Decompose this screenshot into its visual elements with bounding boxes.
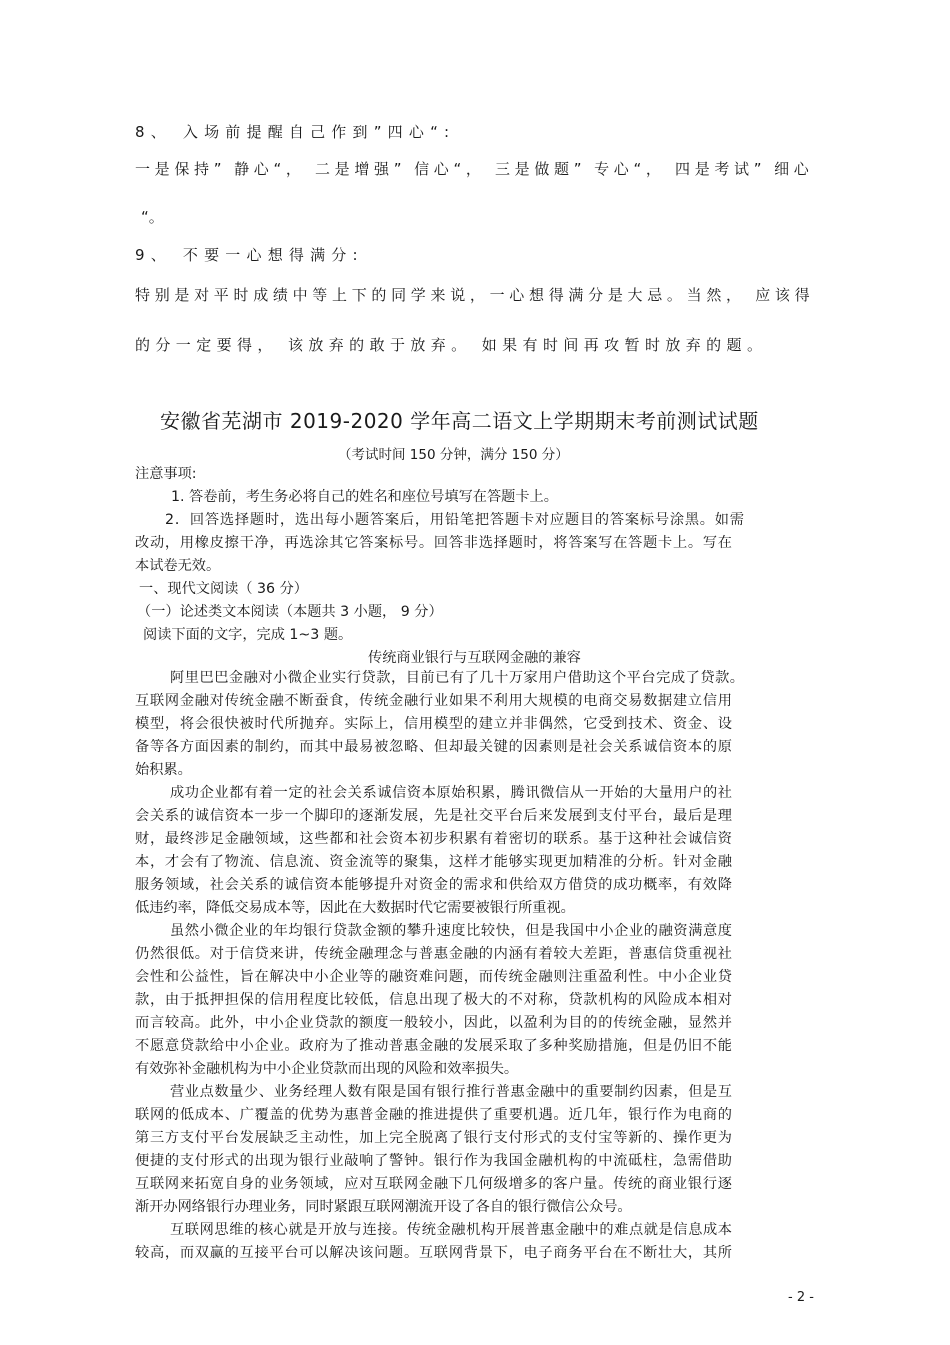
- article-line: 模型，将会很快被时代所抛弃。实际上，信用模型的建立并非偶然，它受到技术、资金、设: [135, 716, 732, 732]
- article-line: 互联网思维的核心就是开放与连接。传统金融机构开展普惠金融中的难点就是信息成本: [170, 1222, 732, 1238]
- notice-line: 2．回答选择题时，选出每小题答案后，用铅笔把答题卡对应题目的答案标号涂黑。如需: [165, 512, 744, 528]
- exam-title: 安徽省芜湖市 2019-2020 学年高二语文上学期期末考前测试试题: [160, 409, 759, 433]
- article-line: 虽然小微企业的年均银行贷款金额的攀升速度比较快，但是我国中小企业的融资满意度: [170, 923, 732, 939]
- article-line: 第三方支付平台发展缺乏主动性，加上完全脱离了银行支付形式的支付宝等新的、操作更为: [135, 1130, 732, 1146]
- article-line: 成功企业都有着一定的社会关系诚信资本原始积累，腾讯微信从一开始的大量用户的社: [170, 785, 732, 801]
- tip-9-body-line1: 特别是对平时成绩中等上下的同学来说，一心想得满分是大忌。当然， 应该得: [135, 286, 812, 304]
- article-line: 会性和公益性，旨在解决中小企业等的融资难问题，而传统金融则注重盈利性。中小企业贷: [135, 969, 732, 985]
- tip-8-body-line1: 一是保持” 静心“， 二是增强” 信心“， 三是做题” 专心“， 四是考试” 细心: [135, 160, 812, 178]
- tip-9-heading: 9、 不要一心想得满分:: [135, 246, 364, 264]
- page-number: - 2 -: [788, 1290, 814, 1305]
- article-line: 互联网来拓宽自身的业务领域，应对互联网金融下几何级增多的客户量。传统的商业银行逐: [135, 1176, 732, 1192]
- article-line: 财，最终涉足金融领域，这些都和社会资本初步积累有着密切的联系。基于这种社会诚信资: [135, 831, 732, 847]
- article-line: 款，由于抵押担保的信用程度比较低，信息出现了极大的不对称，贷款机构的风险成本相对: [135, 992, 732, 1008]
- article-line: 会关系的诚信资本一步一个脚印的逐渐发展，先是社交平台后来发展到支付平台，最后是理: [135, 808, 732, 824]
- notice-line: 1. 答卷前，考生务必将自己的姓名和座位号填写在答题卡上。: [171, 489, 558, 505]
- exam-time-note: （考试时间 150 分钟，满分 150 分）: [338, 447, 569, 463]
- tip-9-body-line2: 的分一定要得， 该放弃的敢于放弃。 如果有时间再攻暂时放弃的题。: [135, 336, 768, 354]
- tip-8-body-line2: “。: [141, 208, 164, 226]
- article-line: 联网的低成本、广覆盖的优势为惠普金融的推进提供了重要机遇。近几年，银行作为电商的: [135, 1107, 732, 1123]
- subsection-heading: （一）论述类文本阅读（本题共 3 小题， 9 分）: [137, 604, 443, 620]
- article-line: 低违约率，降低交易成本等，因此在大数据时代它需要被银行所重视。: [135, 900, 575, 916]
- article-line: 互联网金融对传统金融不断蚕食，传统金融行业如果不利用大规模的电商交易数据建立信用: [135, 693, 732, 709]
- article-line: 渐开办网络银行办理业务，同时紧跟互联网潮流开设了各自的银行微信公众号。: [135, 1199, 632, 1215]
- notice-line: 改动，用橡皮擦干净，再选涂其它答案标号。回答非选择题时，将答案写在答题卡上。写在: [135, 535, 732, 551]
- article-line: 始积累。: [135, 762, 192, 778]
- notice-line: 本试卷无效。: [135, 558, 221, 574]
- article-line: 营业点数量少、业务经理人数有限是国有银行推行普惠金融中的重要制约因素，但是互: [170, 1084, 732, 1100]
- article-line: 有效弥补金融机构为中小企业贷款而出现的风险和效率损失。: [135, 1061, 519, 1077]
- article-line: 备等各方面因素的制约，而其中最易被忽略、但却最关键的因素则是社会关系诚信资本的原: [135, 739, 732, 755]
- article-line: 本，才会有了物流、信息流、资金流等的聚集，这样才能够实现更加精准的分析。针对金融: [135, 854, 732, 870]
- article-line: 而言较高。此外，中小企业贷款的额度一般较小，因此，以盈利为目的的传统金融，显然并: [135, 1015, 732, 1031]
- article-line: 服务领域，社会关系的诚信资本能够提升对资金的需求和供给双方借贷的成功概率，有效降: [135, 877, 732, 893]
- article-line: 仍然很低。对于信贷来讲，传统金融理念与普惠金融的内涵有着较大差距，普惠信贷重视社: [135, 946, 732, 962]
- article-line: 较高，而双赢的互接平台可以解决该问题。互联网背景下，电子商务平台在不断壮大，其所: [135, 1245, 732, 1261]
- article-line: 阿里巴巴金融对小微企业实行贷款，目前已有了几十万家用户借助这个平台完成了贷款。: [170, 670, 744, 686]
- article-line: 不愿意贷款给中小企业。政府为了推动普惠金融的发展采取了多种奖励措施，但是仍旧不能: [135, 1038, 732, 1054]
- section-heading: 一、现代文阅读（ 36 分）: [139, 581, 308, 597]
- reading-instruction: 阅读下面的文字，完成 1~3 题。: [143, 627, 353, 643]
- tip-8-heading: 8、 入场前提醒自己作到”四心“:: [135, 123, 456, 141]
- article-title: 传统商业银行与互联网金融的兼容: [368, 650, 581, 666]
- article-line: 便捷的支付形式的出现为银行业敲响了警钟。银行作为我国金融机构的中流砥柱，急需借助: [135, 1153, 732, 1169]
- notice-heading: 注意事项:: [135, 466, 197, 482]
